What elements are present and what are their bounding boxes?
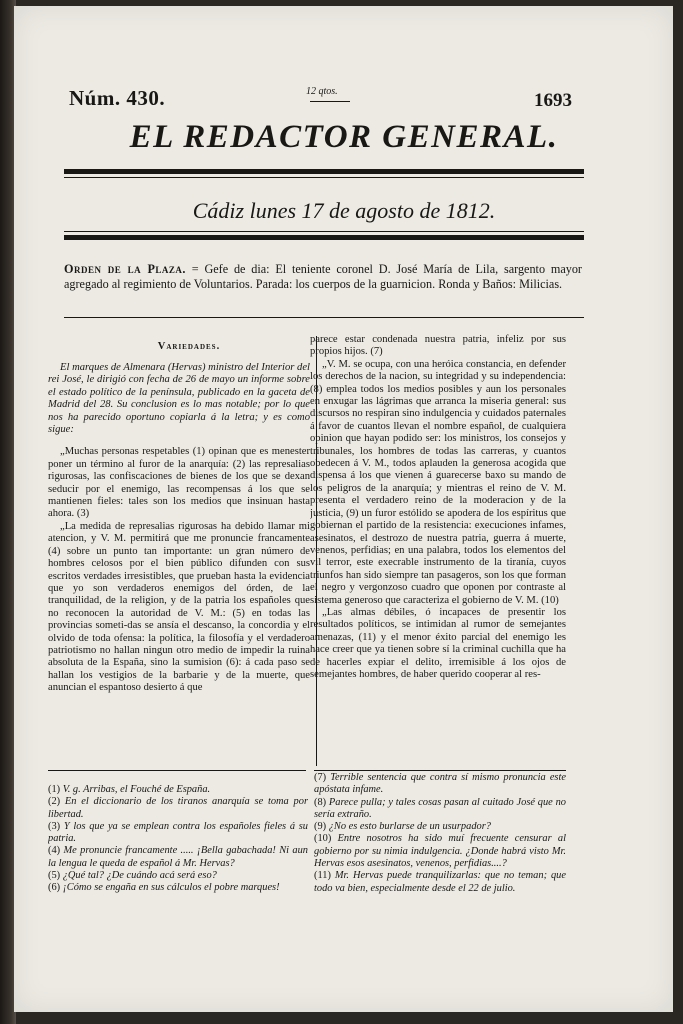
orden-de-la-plaza [64, 262, 582, 292]
date-rule-thin [64, 231, 584, 232]
newspaper-page [14, 6, 673, 1012]
footnote-rule-left [48, 770, 306, 771]
left-paragraph-2: „La medida de represalias rigurosas ha debido llamar mi atencion, y V. M. permitirá que me pronuncie francamente (4) sobre un punto tan importante: un gran número de hombres celosos por el bien público difunden con sus escritos verdades irresistibles, que prueban hasta la evidencia que yo son verdaderos enemigos del órden, de la tranquilidad, de la religion, y de la patria los españoles que no reconocen la autoridad de V. M.: (5) en todas las provincias someti-das se ansía el descanso, la concordia y el olvido de toda ofensa: la política, la filosofía y el verdadero patriotismo no hallan ningun otro medio de impedir la ruina absoluta de la España, sino la sumision (6): á cada paso se hallan los vestigios de la barbarie y de la muerte, que anuncian el espantoso desierto á que [48, 520, 310, 694]
footnote: (11) Mr. Hervas puede tranquilizarlas: que no teman; que todo va bien, especialmente desde el 22 de julio. [314, 870, 566, 894]
footnote: (2) En el diccionario de los tiranos anarquía se toma por libertad. [48, 796, 308, 820]
footnote: (6) ¡Cómo se engaña en sus cálculos el pobre marques! [48, 882, 280, 894]
footnote: (1) V. g. Arribas, el Fouché de España. [48, 784, 211, 795]
page-number: 1693 [534, 90, 572, 111]
left-column [48, 362, 310, 767]
dateline: Cádiz lunes 17 de agosto de 1812. [192, 198, 496, 223]
title-rule-thick [64, 169, 584, 174]
orden-rule [64, 317, 584, 318]
orden-text: = Gefe de dia: El teniente coronel D. José María de Lila, sargento mayor agregado al regimiento de Voluntarios. Parada: los cuerpos de la guarnicion. Ronda y Baños: Milicias. [64, 262, 582, 291]
right-column [310, 334, 566, 767]
section-title: Variedades. [157, 341, 221, 352]
title-rule-thin [64, 177, 584, 178]
footnote: (3) Y los que ya se emplean contra los españoles fieles á su patria. [48, 820, 308, 845]
left-paragraph-1: „Muchas personas respetables (1) opinan que es menester poner un término al furor de la anarquía: (2) las represalias rigurosas, las confiscaciones de bienes de los que se dexan seducir por el enemigo, las recompensas á los que se mantienen fieles: tales son los medios que insinuan hasta ahora. (3) [48, 446, 310, 520]
right-paragraph-2: „V. M. se ocupa, con una heróica constancia, en defender los derechos de la nacion, su integridad y su independencia: (8) emplea todos los medios posibles y aun los personales en enxugar las lágrimas que arranca la miseria general: sus discursos no respiran sino indulgencia y cuidados paternales á favor de cuantos llevan el nombre español, de cualquiera opinion que hayan podido ser: los ministros, los consejos y tribunales, los hombres de todas las carreras, y cuantos obedecen á V. M., todos aplauden la generosa acogida que dispensa á los que vienen á guarecerse baxo su mando de los peligros de la anarquía; y mientras el reino de V. M. presenta el verdadero reino de la moderacion y de la justicia, (9) un furor estólido se apodera de los espíritus que gobiernan el partido de la resistencia: execuciones infames, asesinatos, el destrozo de nuestra patria, guerra á muerte, venenos, perfidias; en una palabra, todos los elementos del vil terror, este execrable instrumento de la tiranía, cuyos triunfos han sido siempre tan pasageros, son los que forman el negro y vergonzoso cuadro que oponen por contraste al sistema generoso que caracteriza el gobierno de V. M. (10) [310, 358, 566, 606]
footnote: (4) Me pronuncie francamente ..... ¡Bella gabachada! Ni aun la lengua le queda de español á Mr. Hervas? [48, 845, 308, 869]
right-paragraph-3: „Las almas débiles, ó incapaces de presentir los resultados políticos, se intimidan al rumor de semejantes amenazas, (11) y el menor éxito parcial del enemigo les hace creer que ya tienen sobre sí la criminal cuchilla que ha de hacerles expiar el delito, irremisible á los ojos de semejantes hombres, de haber querido cooperar al res- [310, 606, 566, 680]
footnote: (7) Terrible sentencia que contra sí mismo pronuncia este apóstata infame. [314, 772, 566, 796]
price-underline [310, 101, 350, 102]
issue-price: 12 qtos. [306, 86, 338, 97]
footnote-rule-right [314, 770, 566, 771]
footnotes-right [314, 772, 566, 932]
date-rule-thick [64, 235, 584, 240]
footnotes-left [48, 784, 308, 934]
issue-number: Núm. 430. [69, 86, 166, 110]
footnote: (5) ¿Qué tal? ¿De cuándo acá será eso? [48, 870, 217, 882]
footnote: (10) Entre nosotros ha sido muí frecuente censurar al gobierno por su nimia indulgencia. ¿Donde habrá visto Mr. Hervas esos asesinatos, venenos, perfidias....? [314, 833, 566, 870]
orden-label: Orden de la Plaza. [64, 262, 186, 276]
right-paragraph-1: parece estar condenada nuestra patria, infeliz por sus propios hijos. (7) [310, 334, 566, 358]
footnote: (9) ¿No es esto burlarse de un usurpador? [314, 821, 491, 833]
newspaper-title: EL REDACTOR GENERAL. [129, 119, 559, 155]
footnote: (8) Parece pulla; y tales cosas pasan al cuitado José que no sería extraño. [314, 796, 566, 820]
intro-paragraph: El marques de Almenara (Hervas) ministro del Interior del rei José, le dirigió con fecha de 26 de mayo un informe sobre el estado político de la península, publicado en la gaceta de Madrid del 28. Su conclusion es lo mas notable; por lo que nos ha parecido oportuno copiarla á la letra; y es como sigue: [48, 362, 310, 436]
